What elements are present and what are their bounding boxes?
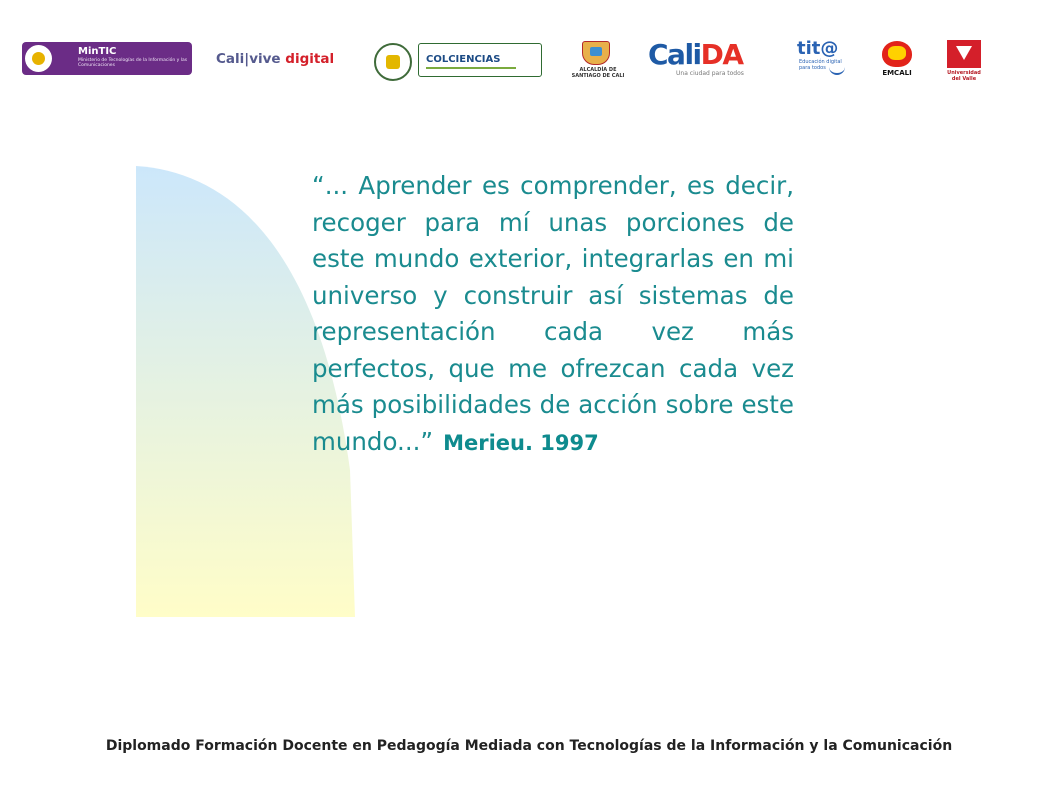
calivive-text: Cali|vive: [216, 51, 281, 67]
digital-text: digital: [285, 51, 335, 67]
colciencias-label: COLCIENCIAS: [426, 54, 501, 65]
quote-block: [312, 168, 794, 461]
quote-text: “... Aprender es comprender, es decir, recoger para mí unas porciones de este mundo exterior, integrarlas en mi universo y construir así sistemas de representación cada vez más perfectos, que me ofrezcan cada vez más posibilidades de acción sobre este mundo...”: [312, 171, 794, 456]
emcali-label: EMCALI: [882, 69, 912, 77]
mintic-subtitle: Ministerio de Tecnologías de la Información y las Comunicaciones: [78, 58, 188, 68]
univalle-label: Universidad del Valle: [947, 70, 981, 82]
quote-author: Merieu. 1997: [443, 430, 599, 455]
tita-sub: Educación digital para todos: [799, 59, 842, 71]
alcaldia-label: ALCALDÍA DE SANTIAGO DE CALI: [571, 67, 625, 79]
calida-main-a: Cali: [648, 38, 701, 71]
mintic-title: MinTIC: [78, 46, 117, 57]
calida-tagline: Una ciudad para todos: [676, 70, 744, 77]
calida-main-b: DA: [700, 38, 743, 71]
footer-caption: Diplomado Formación Docente en Pedagogía Mediada con Tecnologías de la Información y la Comunicación: [105, 738, 953, 754]
tita-label: tit@: [797, 38, 839, 59]
